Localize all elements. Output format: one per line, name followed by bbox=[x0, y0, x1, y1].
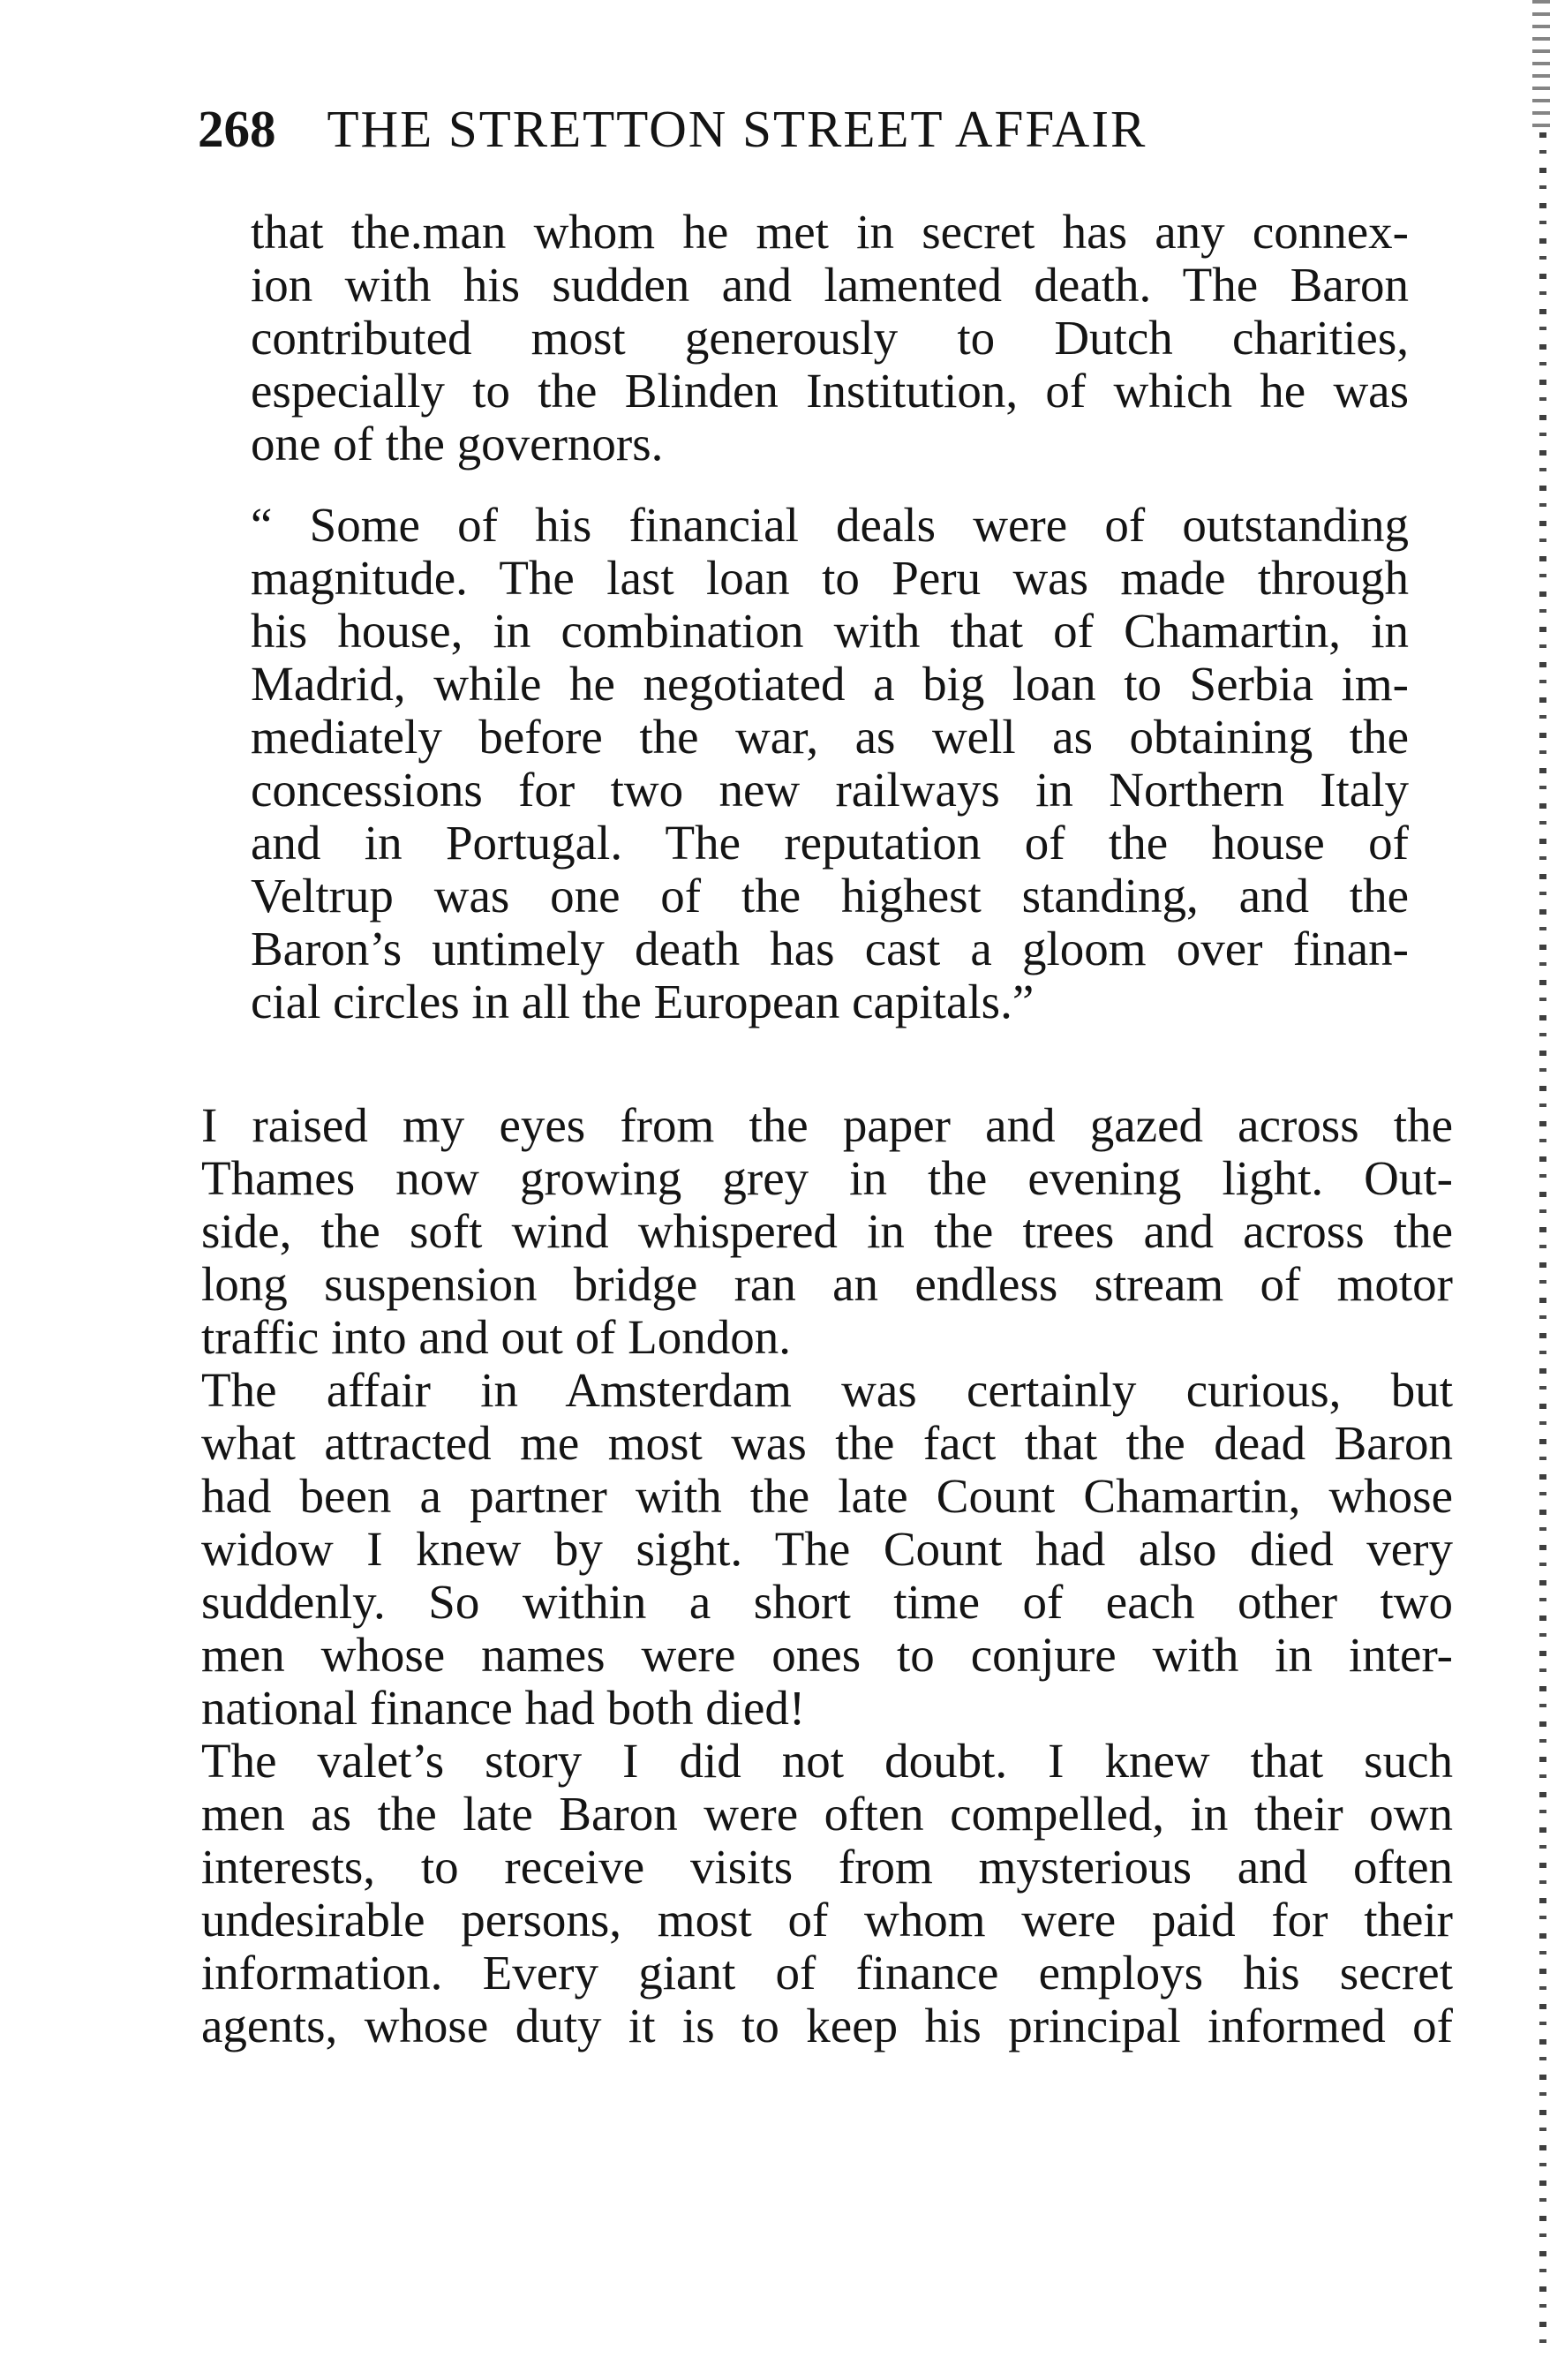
text-line: his house, in combination with that of Chamartin, in bbox=[251, 604, 1409, 658]
text-line: one of the governors. bbox=[251, 417, 664, 471]
text-line: information. Every giant of finance employs his secret bbox=[201, 1946, 1453, 2000]
text-line: ion with his sudden and lamented death. The Baron bbox=[251, 258, 1409, 312]
text-line: traffic into and out of London. bbox=[201, 1310, 792, 1364]
text-line: The valet’s story I did not doubt. I knew that such bbox=[201, 1734, 1453, 1788]
text-line: contributed most generously to Dutch charities, bbox=[251, 311, 1409, 365]
text-line: Veltrup was one of the highest standing, and the bbox=[251, 869, 1409, 923]
text-line: suddenly. So within a short time of each other two bbox=[201, 1575, 1453, 1629]
text-line: that the.man whom he met in secret has any connex- bbox=[251, 205, 1409, 259]
text-line: mediately before the war, as well as obtaining the bbox=[251, 710, 1409, 764]
text-line: cial circles in all the European capitals.” bbox=[251, 975, 1035, 1028]
text-line: Madrid, while he negotiated a big loan to Serbia im- bbox=[251, 657, 1409, 711]
text-line: what attracted me most was the fact that the dead Baron bbox=[201, 1416, 1453, 1470]
text-line: side, the soft wind whispered in the trees and across the bbox=[201, 1204, 1453, 1258]
text-line: Thames now growing grey in the evening light. Out- bbox=[201, 1151, 1453, 1205]
text-line: I raised my eyes from the paper and gazed across the bbox=[201, 1098, 1453, 1152]
text-line: and in Portugal. The reputation of the house of bbox=[251, 816, 1409, 870]
text-line: The affair in Amsterdam was certainly curious, but bbox=[201, 1363, 1453, 1417]
text-line: national finance had both died! bbox=[201, 1681, 806, 1735]
text-line: long suspension bridge ran an endless stream of motor bbox=[201, 1257, 1453, 1311]
text-line: concessions for two new railways in Northern Italy bbox=[251, 763, 1409, 817]
running-title: THE STRETTON STREET AFFAIR bbox=[327, 100, 1147, 158]
text-line: Baron’s untimely death has cast a gloom over finan- bbox=[251, 922, 1409, 975]
text-line: had been a partner with the late Count Chamartin, whose bbox=[201, 1469, 1453, 1523]
scan-edge-shadow bbox=[1539, 132, 1546, 2357]
text-line: interests, to receive visits from mysterious and often bbox=[201, 1840, 1453, 1894]
text-line: “ Some of his financial deals were of outstanding bbox=[251, 498, 1409, 552]
text-line: magnitude. The last loan to Peru was made through bbox=[251, 551, 1409, 605]
text-line: agents, whose duty it is to keep his principal informed of bbox=[201, 1999, 1453, 2052]
scan-edge-marks bbox=[1532, 0, 1550, 132]
text-line: men whose names were ones to conjure with in inter- bbox=[201, 1628, 1453, 1682]
text-line: men as the late Baron were often compelled, in their own bbox=[201, 1787, 1453, 1841]
text-line: widow I knew by sight. The Count had also died very bbox=[201, 1522, 1453, 1576]
page-number: 268 bbox=[198, 100, 276, 158]
running-head bbox=[198, 99, 1478, 169]
text-line: especially to the Blinden Institution, of which he was bbox=[251, 364, 1409, 418]
text-line: undesirable persons, most of whom were paid for their bbox=[201, 1893, 1453, 1947]
